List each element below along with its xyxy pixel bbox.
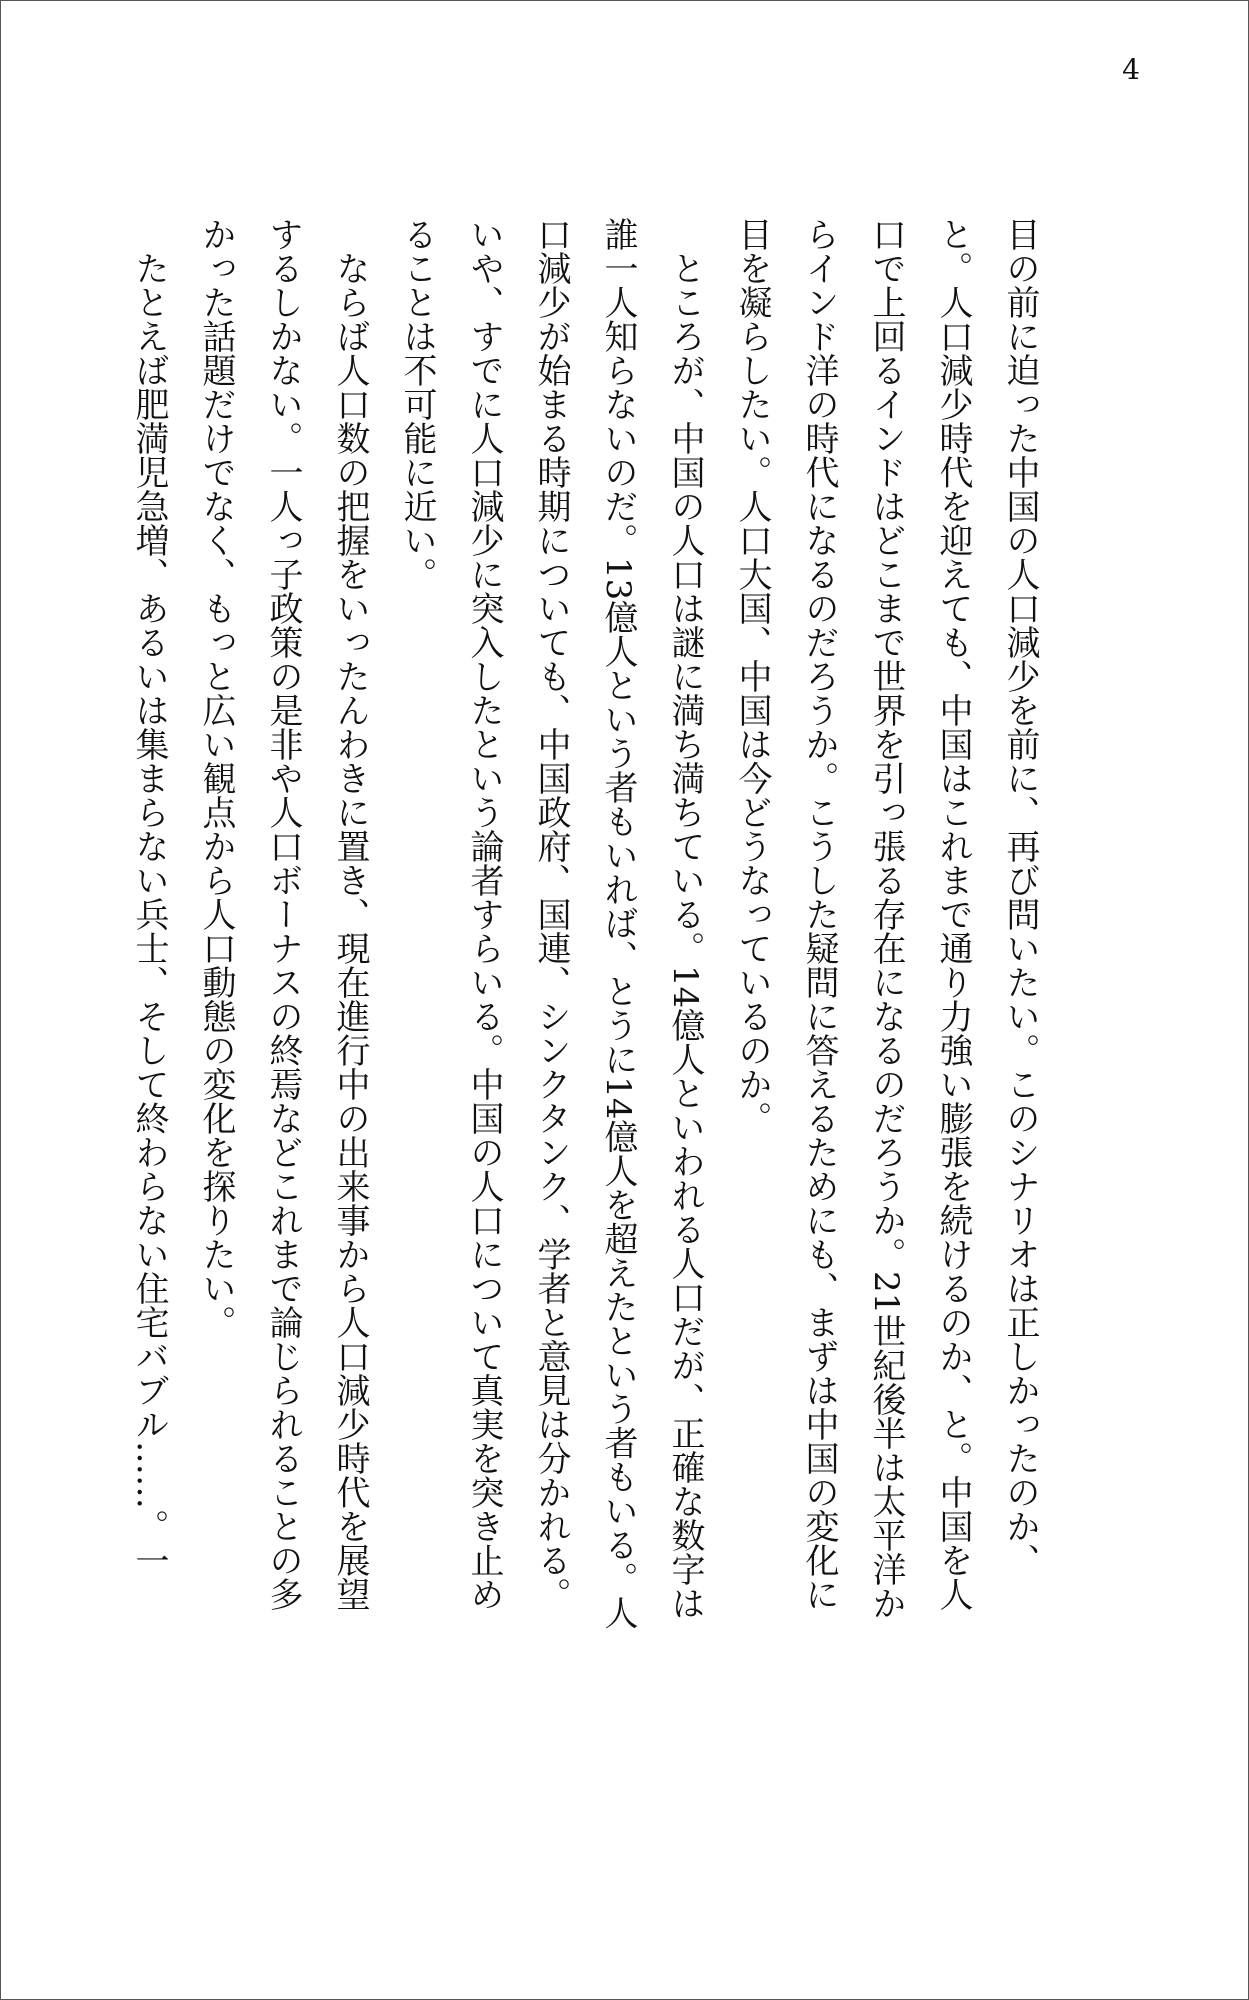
text-line-13: かった話題だけでなく、もっと広い観点から人口動態の変化を探りたい。 (196, 217, 236, 1339)
text-line-2: と。人口減少時代を迎えても、中国はこれまで通り力強い膨張を続けるのか、と。中国を人 (933, 217, 973, 1611)
vertical-body-text (115, 217, 1053, 1777)
text-line-8: 口減少が始まる時期についても、中国政府、国連、シンクタンク、学者と意見は分かれる。 (531, 217, 571, 1611)
text-line-14: たとえば肥満児急増、あるいは集まらない兵士、そして終わらない住宅バブル……。一 (129, 217, 169, 1577)
text-line-5: 目を凝らしたい。人口大国、中国は今どうなっているのか。 (732, 217, 772, 1135)
page-number: 4 (1122, 53, 1140, 86)
text-line-1: 目の前に迫った中国の人口減少を前に、再び問いたい。このシナリオは正しかったのか、 (1000, 217, 1040, 1577)
text-line-10: ることは不可能に近い。 (397, 217, 437, 591)
text-line-7: 誰一人知らないのだ。13億人という者もいれば、とうに14億人を超えたという者もいる。人 (598, 217, 638, 1630)
text-line-11: ならば人口数の把握をいったんわきに置き、現在進行中の出来事から人口減少時代を展望 (330, 217, 370, 1611)
text-line-3: 口で上回るインドはどこまで世界を引っ張る存在になるのだろうか。21世紀後半は太平洋か (866, 217, 906, 1621)
text-line-6: ところが、中国の人口は謎に満ち満ちている。14億人といわれる人口だが、正確な数字は (665, 217, 705, 1621)
text-line-4: らインド洋の時代になるのだろうか。こうした疑問に答えるためにも、まずは中国の変化に (799, 217, 839, 1611)
text-line-9: いや、すでに人口減少に突入したという論者すらいる。中国の人口について真実を突き止め (464, 217, 504, 1611)
text-line-12: するしかない。一人っ子政策の是非や人口ボーナスの終焉などこれまで論じられることの多 (263, 217, 303, 1611)
